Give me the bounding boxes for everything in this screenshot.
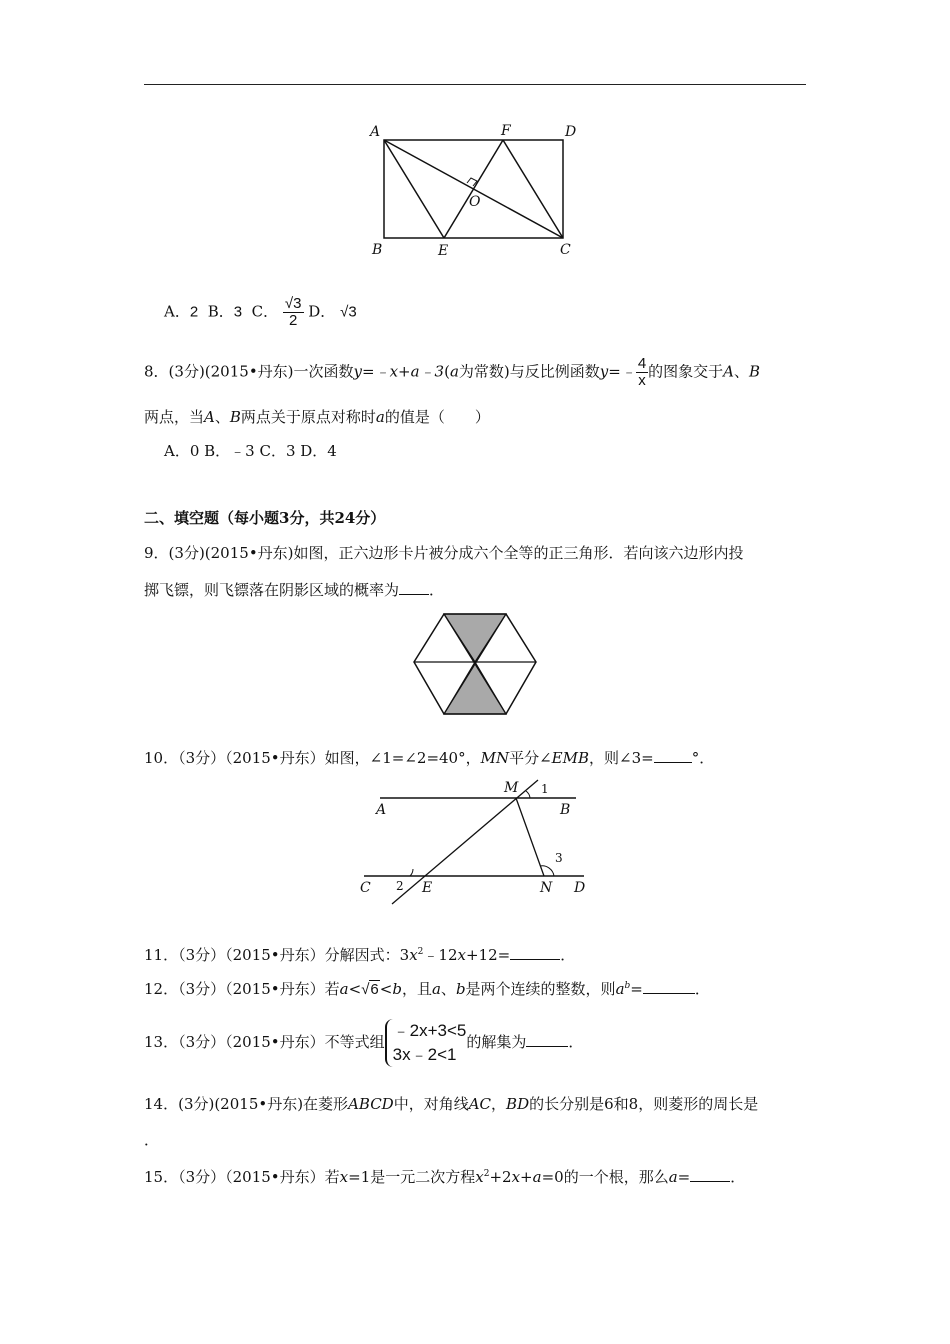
label-d: D — [565, 124, 577, 140]
q13-line: 13．（3分）（2015•丹东）不等式组 ﹣2x+3<5 3x﹣2<1 的解集为 ． — [144, 1016, 583, 1068]
inequality-system: ﹣2x+3<5 3x﹣2<1 — [385, 1019, 467, 1067]
q15-line: 15．（3分）（2015•丹东）若x=1是一元二次方程$x^2+2x+a=0$的一个根，那么a= ． — [144, 1168, 746, 1186]
q7-options: A．2 B．3 C． $\frac{√3}{2}$ D． √3 — [164, 295, 357, 329]
q10-line: 10．（3分）（2015•丹东）如图，∠1=∠2=40°，MN平分∠EMB，则∠3= °． — [144, 749, 715, 767]
label-1: 1 — [541, 782, 549, 796]
option-d-sqrt: √3 — [340, 303, 357, 321]
q9-hexagon-figure — [412, 610, 538, 720]
q8-line2: 两点，当A、B两点关于原点对称时a的值是（ ） — [144, 408, 490, 426]
sqrt-6: √6 — [361, 981, 379, 998]
label-m: M — [504, 780, 519, 796]
q8-options: A．0 B．﹣3 C．3 D．4 — [164, 442, 337, 460]
q9-line1: 9．(3分)(2015•丹东)如图，正六边形卡片被分成六个全等的正三角形．若向该六边形内投 — [144, 544, 744, 562]
label-e: E — [438, 243, 449, 259]
q12-line: 12．（3分）（2015•丹东）若a<√6<b，且a、b是两个连续的整数，则$a^b=$ ． — [144, 980, 710, 998]
q13-answer-blank[interactable] — [526, 1032, 568, 1047]
segment-ae — [384, 140, 444, 238]
q11-answer-blank[interactable] — [510, 945, 560, 960]
segment-mn — [516, 798, 544, 876]
segment-fc — [503, 140, 563, 238]
label-f: F — [501, 123, 511, 139]
label-d: D — [574, 880, 586, 896]
label-n: N — [540, 880, 553, 896]
q14-line2: ． — [144, 1131, 160, 1149]
shaded-triangle-top — [444, 614, 506, 662]
q10-answer-blank[interactable] — [654, 748, 692, 763]
q15-answer-blank[interactable] — [690, 1167, 730, 1182]
label-o: O — [469, 194, 481, 210]
section-2-title: 二、填空题（每小题3分，共24分） — [144, 509, 386, 527]
label-a: A — [376, 802, 387, 818]
q8-line1: 8．(3分)(2015•丹东)一次函数y=﹣x+a﹣3(a为常数)与反比例函数y=﹣ $\frac{4}{x}$ 的图象交于A、B — [144, 355, 761, 389]
label-b: B — [372, 242, 383, 258]
q11-line: 11．（3分）（2015•丹东）分解因式：$3x^2﹣12x+12=$ ． — [144, 946, 576, 964]
shaded-triangle-bottom — [444, 662, 506, 714]
q12-answer-blank[interactable] — [643, 979, 695, 994]
q9-line2: 掷飞镖，则飞镖落在阴影区域的概率为 ． — [144, 581, 445, 599]
segment-fe — [444, 140, 503, 238]
option-c-fraction: $\frac{√3}{2}$ — [284, 295, 302, 329]
q8-fraction: $\frac{4}{x}$ — [637, 355, 647, 389]
label-b: B — [560, 802, 571, 818]
label-c: C — [560, 242, 571, 258]
q14-line1: 14．(3分)(2015•丹东)在菱形ABCD中，对角线AC，BD的长分别是6和8，则菱形的周长是 — [144, 1095, 759, 1113]
header-rule — [144, 84, 806, 85]
label-2: 2 — [396, 879, 404, 893]
label-e: E — [422, 880, 433, 896]
label-3: 3 — [555, 851, 563, 865]
q7-rectangle-figure — [360, 118, 590, 260]
label-c: C — [360, 880, 371, 896]
q9-answer-blank[interactable] — [399, 580, 429, 595]
label-a: A — [370, 124, 381, 140]
q10-parallel-lines-figure — [356, 776, 596, 906]
